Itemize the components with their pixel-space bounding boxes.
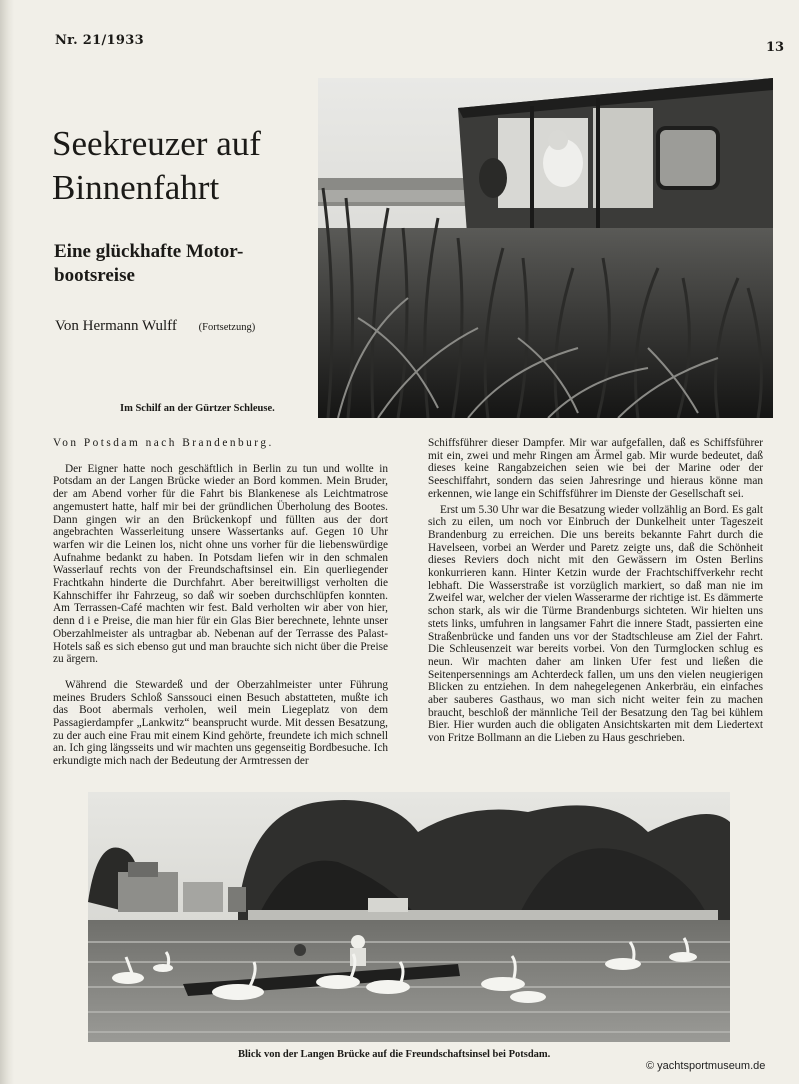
author-name: Von Hermann Wulff <box>55 318 177 334</box>
copyright-credit: © yachtsportmuseum.de <box>646 1060 766 1072</box>
issue-number: Nr. 21/1933 <box>55 33 144 48</box>
page-binding-edge <box>0 0 14 1084</box>
text-column-left <box>53 437 388 768</box>
paragraph: Während die Stewardeß und der Oberzahlmeister unter Führung meines Bruders Schloß Sanssouci einen Besuch abstatteten, mußte ich das Boot abermals verholen, weil mein Liegeplatz von dem Passagierdampfer „Lankwitz“ beansprucht wurde. Mit dessen Besatzung, zu der auch eine Frau mit einem Kind gehörte, freundete ich mich schnell an. Ich ging längsseits und wir machten uns gegenseitig Bordbesuche. Ich erkundigte mich nach der Bedeutung der Armtressen der <box>53 678 388 768</box>
reeds-boat-photo <box>318 78 773 418</box>
paragraph: Schiffsführer dieser Dampfer. Mir war aufgefallen, daß es Schiffsführer mit ein, zwei und mehr Ringen am Ärmel gab. Mir wurde bedeutet, daß dieses keine Rangabzeichen seien wie bei der Marine oder der Seeschiffahrt, sondern das seien Jahresringe und hieraus könne man erkennen, wie lange ein Schiffsführer im Dienste der Gesellschaft sei. <box>428 437 763 500</box>
subtitle-line-1: Eine glückhafte Motor- <box>54 241 244 262</box>
continuation-note: (Fortsetzung) <box>198 322 256 333</box>
article-subtitle <box>54 240 304 288</box>
swans-river-photo <box>88 792 730 1042</box>
top-photo-caption: Im Schilf an der Gürtzer Schleuse. <box>120 403 275 414</box>
article-title <box>52 122 322 210</box>
byline <box>55 318 255 335</box>
page-number: 13 <box>766 40 785 55</box>
subtitle-line-2: bootsreise <box>54 265 135 286</box>
paragraph: Erst um 5.30 Uhr war die Besatzung wieder vollzählig an Bord. Es galt sich zu eilen, um noch vor Einbruch der Dunkelheit unter Tageszeit Brandenburg zu erreichen. Die uns bereits bekannte Fahrt durch die Havelseen, vorbei an Werder und Paretz zeigte uns, daß die Schönheit dieses Reviers doch nicht mit den Gewässern im Osten Berlins konkurrieren kann. Hinter Ketzin wurde der Frachtschiffverkehr recht lebhaft. Die Wasserstraße ist vorzüglich markiert, so daß man nie im Zweifel war, welcher der vielen Wasserarme der richtige ist. Es dämmerte schon stark, als wir die Türme Brandenburgs sichteten. Wir hielten uns stets links, umfuhren in langsamer Fahrt die innere Stadt, passierten eine Straßenbrücke und fanden uns vor der Stadtschleuse am Ziel der Fahrt. Die Schleusenzeit war bereits vorbei. Von den Turmglocken schlug es neun. Wir machten daher am linken Ufer fest und ließen die Seitenpersennings am Achterdeck fallen, um uns den vielen neugierigen Blicken zu entziehen. In dem nahegelegenen Ankerbräu, ein einfaches aber sauberes Gasthaus, wo man sich nicht weiter fein zu machen braucht, beschloß der männliche Teil der Besatzung den Tag bei kühlem Bier. Hier wurden auch die obligaten Ansichtskarten mit dem Liedertext von Fritze Bollmann an die Lieben zu Haus geschrieben. <box>428 503 763 745</box>
title-line-1: Seekreuzer auf <box>52 124 261 163</box>
text-column-right <box>428 437 763 745</box>
title-line-2: Binnenfahrt <box>52 168 220 207</box>
paragraph: Der Eigner hatte noch geschäftlich in Berlin zu tun und wollte in Potsdam an der Langen Brücke wieder an Bord kommen. Mein Bruder, der am Abend vorher für die Fahrt bis Blankenese als Leichtmatrose angemustert hatte, half mir bei der gründlichen Überholung des Bootes. Dann gingen wir an den Brückenkopf und füllten aus der dort angebrachten Wasserleitung unsere Wassertanks auf. Gegen 10 Uhr warfen wir die Leinen los, nicht ohne uns vorher für die liebenswürdige Aufnahme bedankt zu haben. In Potsdam liefen wir in den schmalen Wasserlauf rechts von der Freundschaftsinsel ein. Ein querliegender Frachtkahn hinderte die Durchfahrt. Aber bereitwilligst verholten die Kahnschiffer ihr Fahrzeug, so daß wir soeben durchschlüpfen konnten. Am Terrassen-Café machten wir fest. Bald verholten wir aber von hier, denn d i e Preise, die man hier für ein Glas Bier berechnete, lehnte unser Oberzahlmeister als untragbar ab. Nebenan auf der Terrasse des Palast-Hotels saß es sich ebenso gut und man brauchte sich nicht über die Preise zu ärgern. <box>53 462 388 666</box>
section-heading: Von Potsdam nach Brandenburg. <box>53 437 274 449</box>
bottom-photo-caption: Blick von der Langen Brücke auf die Freundschaftsinsel bei Potsdam. <box>238 1049 551 1060</box>
